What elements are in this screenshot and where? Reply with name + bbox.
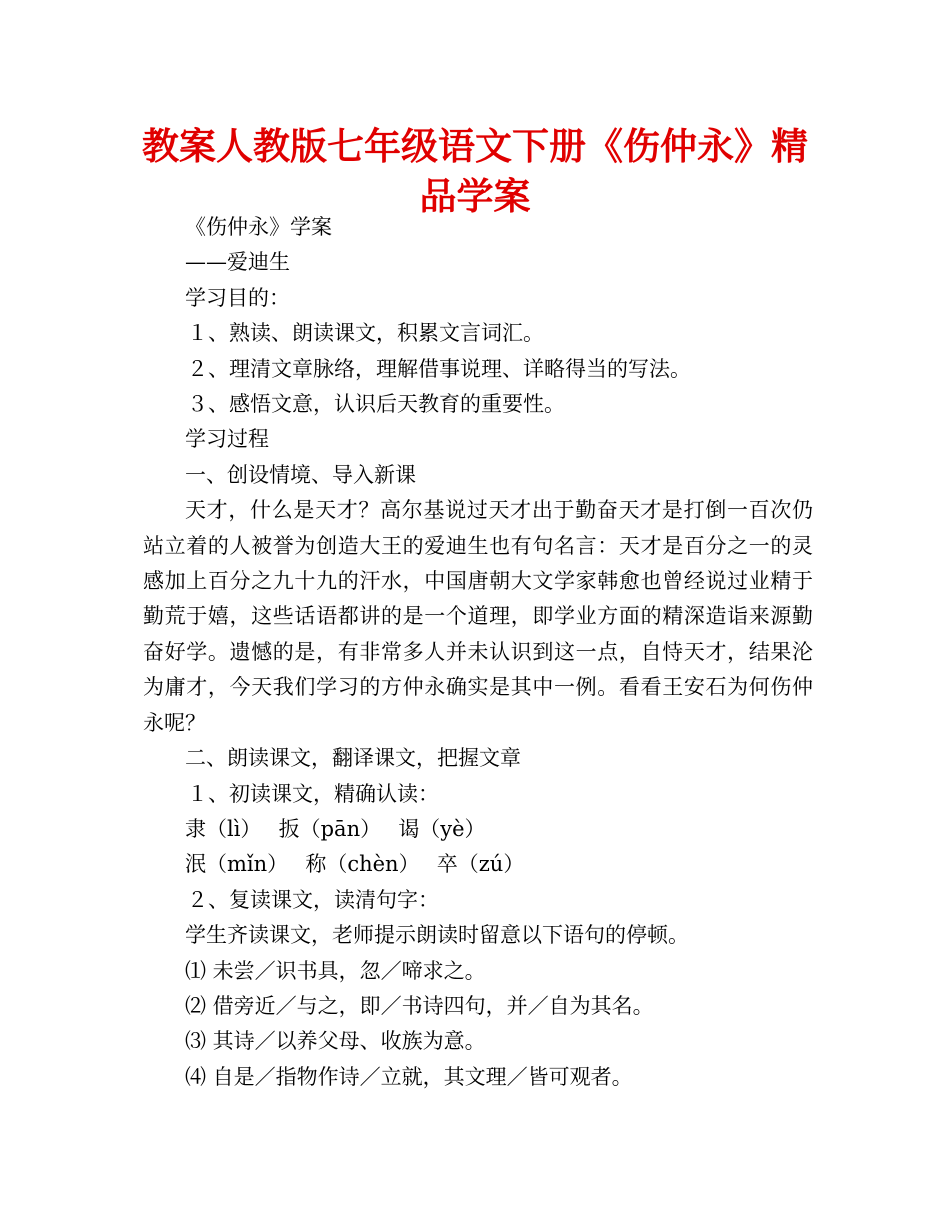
subtitle-line: 《伤仲永》学案: [185, 215, 332, 239]
objective-item-3: ３、感悟文意，认识后天教育的重要性。: [187, 392, 565, 417]
document-title: 教案人教版七年级语文下册《伤仲永》精品学案: [142, 125, 808, 218]
pinyin-row-2: 泯（mǐn） 称（chèn） 卒（zú）: [185, 852, 525, 877]
objective-item-1: １、熟读、朗读课文，积累文言词汇。: [187, 321, 544, 346]
intro-paragraph: 天才，什么是天才？高尔基说过天才出于勤奋天才是打倒一百次仍站立着的人被誉为创造大王的爱迪生也有句名言：天才是百分之一的灵感加上百分之九十九的汗水，中国唐朝大文学家韩愈也曾经说过业精于勤荒于嬉，这些话语都讲的是一个道理，即学业方面的精深造诣来源勤奋好学。遗憾的是，有非常多人并未认识到这一点，自恃天才，结果沦为庸才，今天我们学习的方仲永确实是其中一例。看看王安石为何伤仲永呢？: [143, 498, 813, 735]
objectives-heading: 学习目的：: [185, 285, 290, 310]
sentence-item-2: ⑵ 借旁近／与之，即／书诗四句，并／自为其名。: [185, 993, 654, 1018]
objective-item-2: ２、理清文章脉络，理解借事说理、详略得当的写法。: [187, 356, 691, 381]
step-item-1: １、初读课文，精确认读：: [187, 781, 439, 806]
sentence-item-4: ⑷ 自是／指物作诗／立就，其文理／皆可观者。: [185, 1064, 633, 1089]
author-line: ——爱迪生: [185, 250, 290, 275]
process-heading: 学习过程: [185, 427, 269, 452]
section-heading-1: 一、创设情境、导入新课: [185, 462, 416, 487]
pinyin-row-1: 隶（lì） 扳（pān） 谒（yè）: [185, 816, 486, 841]
section-heading-2: 二、朗读课文，翻译课文，把握文章: [185, 746, 521, 771]
document-body: [143, 210, 813, 1095]
instruction-line: 学生齐读课文，老师提示朗读时留意以下语句的停顿。: [185, 923, 689, 948]
sentence-item-3: ⑶ 其诗／以养父母、收族为意。: [185, 1029, 486, 1054]
step-item-2: ２、复读课文，读清句字：: [187, 887, 439, 912]
sentence-item-1: ⑴ 未尝／识书具，忽／啼求之。: [185, 958, 486, 983]
